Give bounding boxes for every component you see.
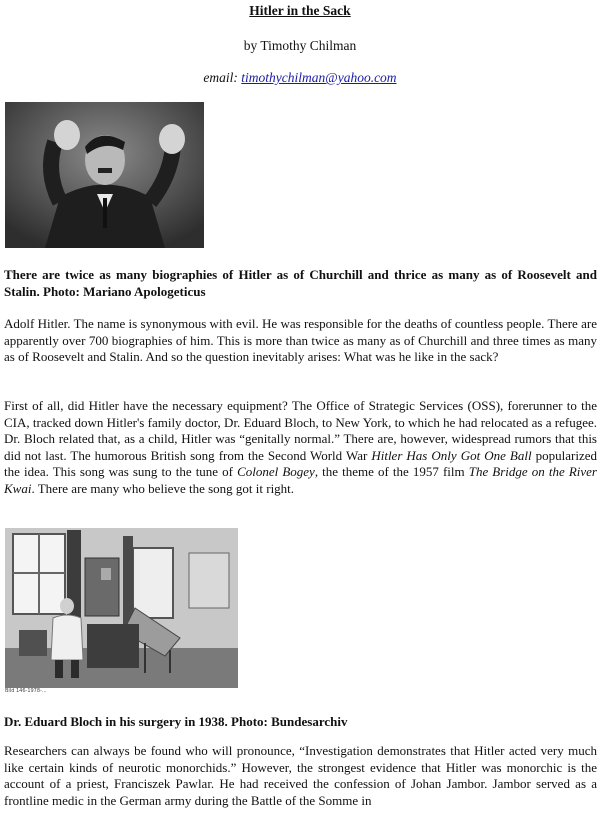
paragraph-2-text-b: popularized the idea. This song was sung to the tune of — [4, 447, 598, 480]
photo-icon — [5, 102, 204, 248]
photo1-caption: There are twice as many biographies of Hitler as of Churchill and thrice as many as of Roosevelt and Stalin. Photo: Mariano Apologeticus — [4, 267, 597, 299]
photo-hitler-fists — [5, 102, 204, 248]
email-label: email: — [203, 70, 242, 85]
surgery-photo-icon — [5, 528, 238, 688]
article-title: Hitler in the Sack — [249, 3, 351, 18]
byline: by Timothy Chilman — [243, 38, 357, 53]
film-title: The Bridge on the River Kwai — [4, 464, 597, 496]
paragraph-2-text-c: , the theme of the 1957 film — [314, 464, 469, 480]
email-line — [0, 70, 600, 86]
paragraph-3: Researchers can always be found who will pronounce, “Investigation demonstrates that Hitler acted very much like certain kinds of neurotic monorchids.” However, the strongest evidence that Hitler was monorchic is the account of a priest, Franciszek Pawlar. He had received the confession of Johan Jambor. Jambor served as a frontline medic in the German army during the Battle of the Somme in — [4, 743, 597, 808]
photo-bloch-surgery — [5, 528, 238, 688]
paragraph-2-text-d: . There are many who believe the song got it right. — [31, 480, 295, 496]
photo2-archive-credit: Bild 146-1978-... — [5, 688, 47, 694]
tune-title: Colonel Bogey — [237, 464, 315, 480]
paragraph-2-text-a: First of all, did Hitler have the necessary equipment? The Office of Strategic Services (OSS), forerunner to the CIA, tracked down Hitler's family doctor, Dr. Eduard Bloch, to New York, to which he had relocated as a refugee. Dr. Bloch related that, as a child, Hitler was “genitally normal.” There are, however, widespread rumors that this did not last. The humorous British song from the Second World War — [4, 398, 597, 463]
photo2-caption: Dr. Eduard Bloch in his surgery in 1938. Photo: Bundesarchiv — [4, 714, 348, 729]
email-link[interactable]: timothychilman@yahoo.com — [241, 70, 397, 85]
paragraph-1: Adolf Hitler. The name is synonymous with evil. He was responsible for the deaths of countless people. There are apparently over 700 biographies of him. This is more than twice as many as of Churchill and three times as many as of Roosevelt and Stalin. And so the question inevitably arises: What was he like in the sack? — [4, 316, 597, 365]
paragraph-2 — [4, 398, 597, 498]
song-title: Hitler Has Only Got One Ball — [371, 447, 532, 463]
